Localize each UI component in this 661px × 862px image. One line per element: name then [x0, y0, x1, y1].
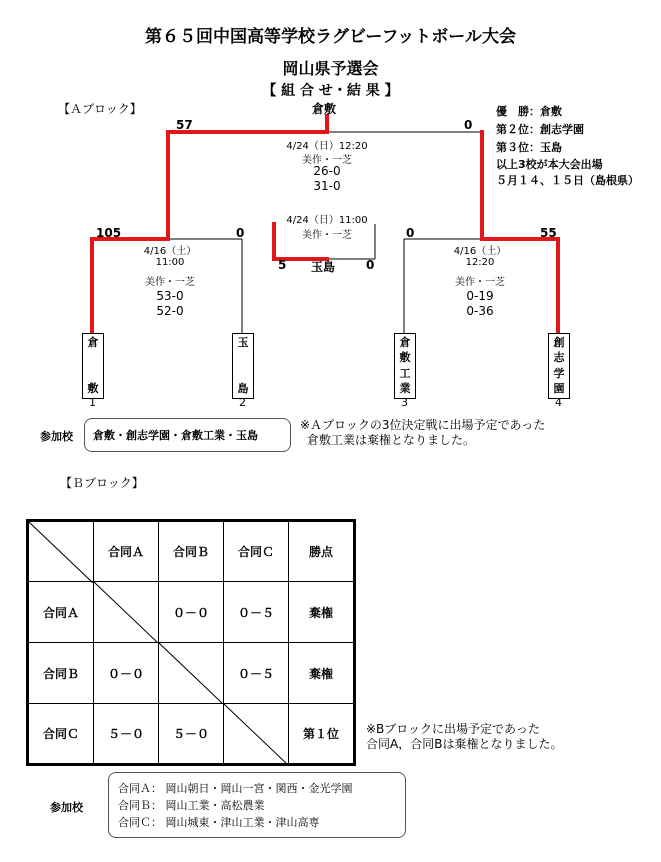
third-date: 4/24（日）11:00: [286, 215, 368, 226]
league-row-a-points: 棄権: [289, 582, 355, 643]
section-label: 【 組 合 せ・結 果 】: [262, 83, 399, 99]
league-row-c-vs-b: ５－０: [159, 704, 224, 765]
league-row-b-team: 合同Ｂ: [28, 643, 94, 704]
school-4-char-4: 園: [553, 381, 565, 395]
school-4-char-3: 学: [553, 366, 565, 380]
block-b-participant-3: 合同Ｃ： 岡山城東・津山工業・津山高専: [118, 816, 320, 829]
block-b-note-line1: ※Bブロックに出場予定であった: [366, 722, 540, 736]
semi-right-half2: 0-36: [466, 304, 494, 318]
final-venue: 美作・一芝: [302, 155, 352, 166]
semi-left-right-score: 0: [236, 226, 245, 240]
school-box-1: [82, 333, 104, 399]
bracket-winner: 倉敷: [312, 102, 337, 116]
league-header-b: 合同Ｂ: [159, 521, 224, 582]
diag-a: [94, 582, 158, 643]
school-num-3: 3: [401, 396, 408, 409]
third-right-score: 0: [366, 258, 375, 272]
school-num-1: 1: [89, 396, 96, 409]
third-left-score: 5: [278, 258, 287, 272]
semi-right-venue: 美作・一芝: [455, 277, 505, 288]
school-3-char-4: 業: [399, 381, 411, 395]
semi-left-left-score: 105: [96, 226, 122, 240]
league-row-c-points: 第１位: [289, 704, 355, 765]
school-box-4: [548, 333, 570, 399]
school-num-2: 2: [239, 396, 246, 409]
diag-c: [224, 704, 288, 765]
league-row-b-vs-c: ０－５: [224, 643, 289, 704]
result-champion: 優 勝：倉敷: [496, 105, 562, 118]
block-a-note-line1: ※Ａブロックの3位決定戦に出場予定であった: [300, 418, 546, 432]
league-row-a-vs-a: [94, 582, 159, 643]
block-b-participant-1: 合同Ａ： 岡山朝日・岡山一宮・関西・金光学園: [118, 782, 353, 795]
school-1-char-4: 敷: [87, 382, 99, 395]
school-4-char-1: 創: [553, 336, 565, 349]
school-4-char-2: 志: [553, 351, 565, 365]
result-third: 第３位：玉島: [496, 141, 562, 154]
league-row-b-vs-b: [159, 643, 224, 704]
block-b-participants-label: 参加校: [50, 801, 83, 814]
school-1-char-1: 倉: [87, 336, 99, 349]
semi-right-date: 4/16（土）: [453, 246, 507, 257]
league-header-a: 合同Ａ: [94, 521, 159, 582]
third-winner: 玉島: [311, 260, 336, 274]
final-date: 4/24（日）12:20: [286, 141, 368, 152]
school-3-char-2: 敷: [399, 351, 411, 365]
league-row-b-vs-a: ０－０: [94, 643, 159, 704]
result-dates: ５月１４、１５日（島根県）: [496, 174, 639, 187]
semi-right-half1: 0-19: [466, 289, 494, 303]
league-row-c-team: 合同Ｃ: [28, 704, 94, 765]
block-a-label: 【Ａブロック】: [58, 102, 142, 116]
school-3-char-1: 倉: [399, 336, 411, 349]
league-row-b-points: 棄権: [289, 643, 355, 704]
final-half1: 26-0: [313, 164, 341, 178]
semi-left-date: 4/16（土）: [143, 246, 197, 257]
block-a-note-line2: 倉敷工業は棄権となりました。: [307, 433, 476, 447]
block-b-participant-2: 合同Ｂ： 岡山工業・高松農業: [118, 799, 265, 812]
block-b-label: 【Ｂブロック】: [60, 476, 144, 490]
final-left-score: 57: [176, 118, 193, 132]
school-3-char-3: 工: [399, 366, 411, 380]
corner-diagonal: [29, 522, 93, 583]
league-row-a-team: 合同Ａ: [28, 582, 94, 643]
league-table: [26, 519, 356, 766]
final-right-score: 0: [464, 118, 473, 132]
school-box-2: [232, 333, 254, 399]
semi-left-half1: 53-0: [156, 289, 184, 303]
school-2-char-4: 島: [237, 382, 249, 395]
semi-right-right-score: 55: [540, 226, 557, 240]
league-row-c-vs-c: [224, 704, 289, 765]
league-header-points: 勝点: [289, 521, 355, 582]
school-2-char-1: 玉: [237, 336, 249, 349]
block-b-note-line2: 合同A，合同Bは棄権となりました。: [366, 737, 563, 751]
semi-left-venue: 美作・一芝: [145, 277, 195, 288]
result-second: 第２位：創志学園: [496, 123, 584, 136]
league-row-a-vs-c: ０－５: [224, 582, 289, 643]
block-a-participants: 倉敷・創志学園・倉敷工業・玉島: [93, 429, 258, 442]
school-num-4: 4: [555, 396, 562, 409]
semi-right-left-score: 0: [406, 226, 415, 240]
league-corner-cell: [28, 521, 94, 582]
league-row-c-vs-a: ５－０: [94, 704, 159, 765]
block-a-participants-label: 参加校: [40, 430, 73, 443]
page-title: 第６５回中国高等学校ラグビーフットボール大会: [145, 27, 516, 47]
semi-left-half2: 52-0: [156, 304, 184, 318]
result-qualify: 以上3校が本大会出場: [496, 158, 603, 171]
final-half2: 31-0: [313, 179, 341, 193]
semi-left-time: 11:00: [155, 257, 185, 268]
league-row-a-vs-b: ０－０: [159, 582, 224, 643]
school-box-3: [394, 333, 416, 399]
page-subtitle: 岡山県予選会: [282, 59, 379, 78]
third-venue: 美作・一芝: [302, 230, 352, 241]
semi-right-time: 12:20: [465, 257, 495, 268]
league-header-c: 合同Ｃ: [224, 521, 289, 582]
diag-b: [159, 643, 223, 704]
